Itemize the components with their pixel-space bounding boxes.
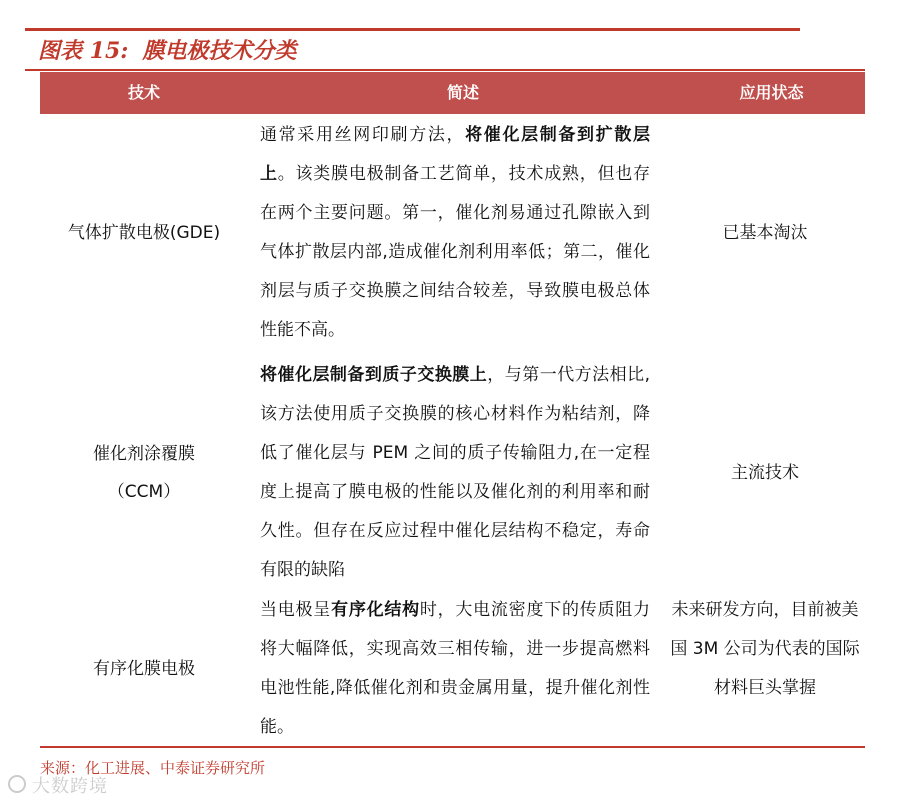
desc-bold: 将催化层制备到扩散层上 [260, 125, 651, 184]
desc-bold: 将催化层制备到质子交换膜上 [260, 365, 488, 385]
figure-title-text: 膜电极技术分类 [142, 38, 297, 64]
tech-name: 气体扩散电极(GDE) [67, 223, 221, 243]
tech-name: 催化剂涂覆膜 [93, 444, 195, 464]
bottom-rule [40, 746, 865, 748]
table-row [40, 591, 865, 747]
table-row [40, 116, 865, 350]
watermark-logo-icon [8, 775, 26, 793]
desc-rest: 时，大电流密度下的传质阻力将大幅降低，实现高效三相传输，进一步提高燃料电池性能,降低催化剂和贵金属用量，提升催化剂性能。 [260, 600, 651, 737]
title-rule [25, 69, 865, 71]
tech-cell [40, 591, 248, 747]
desc-rest: ，与第一代方法相比,该方法使用质子交换膜的核心材料作为粘结剂，降低了催化层与 PEM 之间的质子传输阻力,在一定程度上提高了膜电极的性能以及催化剂的利用率和耐久性。但存在反应过程中催化层结构不稳定，寿命有限的缺陷 [260, 365, 651, 580]
watermark [8, 772, 108, 798]
status-cell: 已基本淘汰 [722, 222, 808, 243]
header-desc: 简述 [446, 83, 479, 102]
tech-cell [40, 116, 248, 350]
watermark-text: 大数跨境 [32, 776, 108, 797]
desc-cell [260, 116, 650, 350]
header-tech: 技术 [127, 83, 160, 102]
desc-rest: 。该类膜电极制备工艺简单，技术成熟，但也存在两个主要问题。第一，催化剂易通过孔隙嵌入到气体扩散层内部,造成催化剂利用率低；第二，催化剂层与质子交换膜之间结合较差，导致膜电极总体性能不高。 [260, 164, 651, 340]
tech-cell [40, 356, 248, 590]
desc-cell [260, 591, 650, 747]
desc-lead: 当电极呈 [260, 600, 332, 620]
desc-cell [260, 356, 650, 590]
status-cell: 主流技术 [731, 462, 799, 483]
tech-name: 有序化膜电极 [93, 659, 195, 679]
source-note: 来源：化工进展、中泰证券研究所 [40, 759, 266, 777]
desc-lead: 通常采用丝网印刷方法， [260, 125, 466, 145]
figure-label: 图表 15: [38, 38, 129, 64]
status-cell: 未来研发方向，目前被美国 3M 公司为代表的国际材料巨头掌握 [670, 600, 860, 698]
desc-bold: 有序化结构 [331, 600, 420, 620]
tech-abbr: （CCM） [107, 482, 181, 502]
table-row [40, 356, 865, 590]
top-rule [25, 28, 800, 31]
figure-title [38, 34, 310, 68]
header-status: 应用状态 [739, 83, 804, 102]
table-header [40, 72, 865, 114]
